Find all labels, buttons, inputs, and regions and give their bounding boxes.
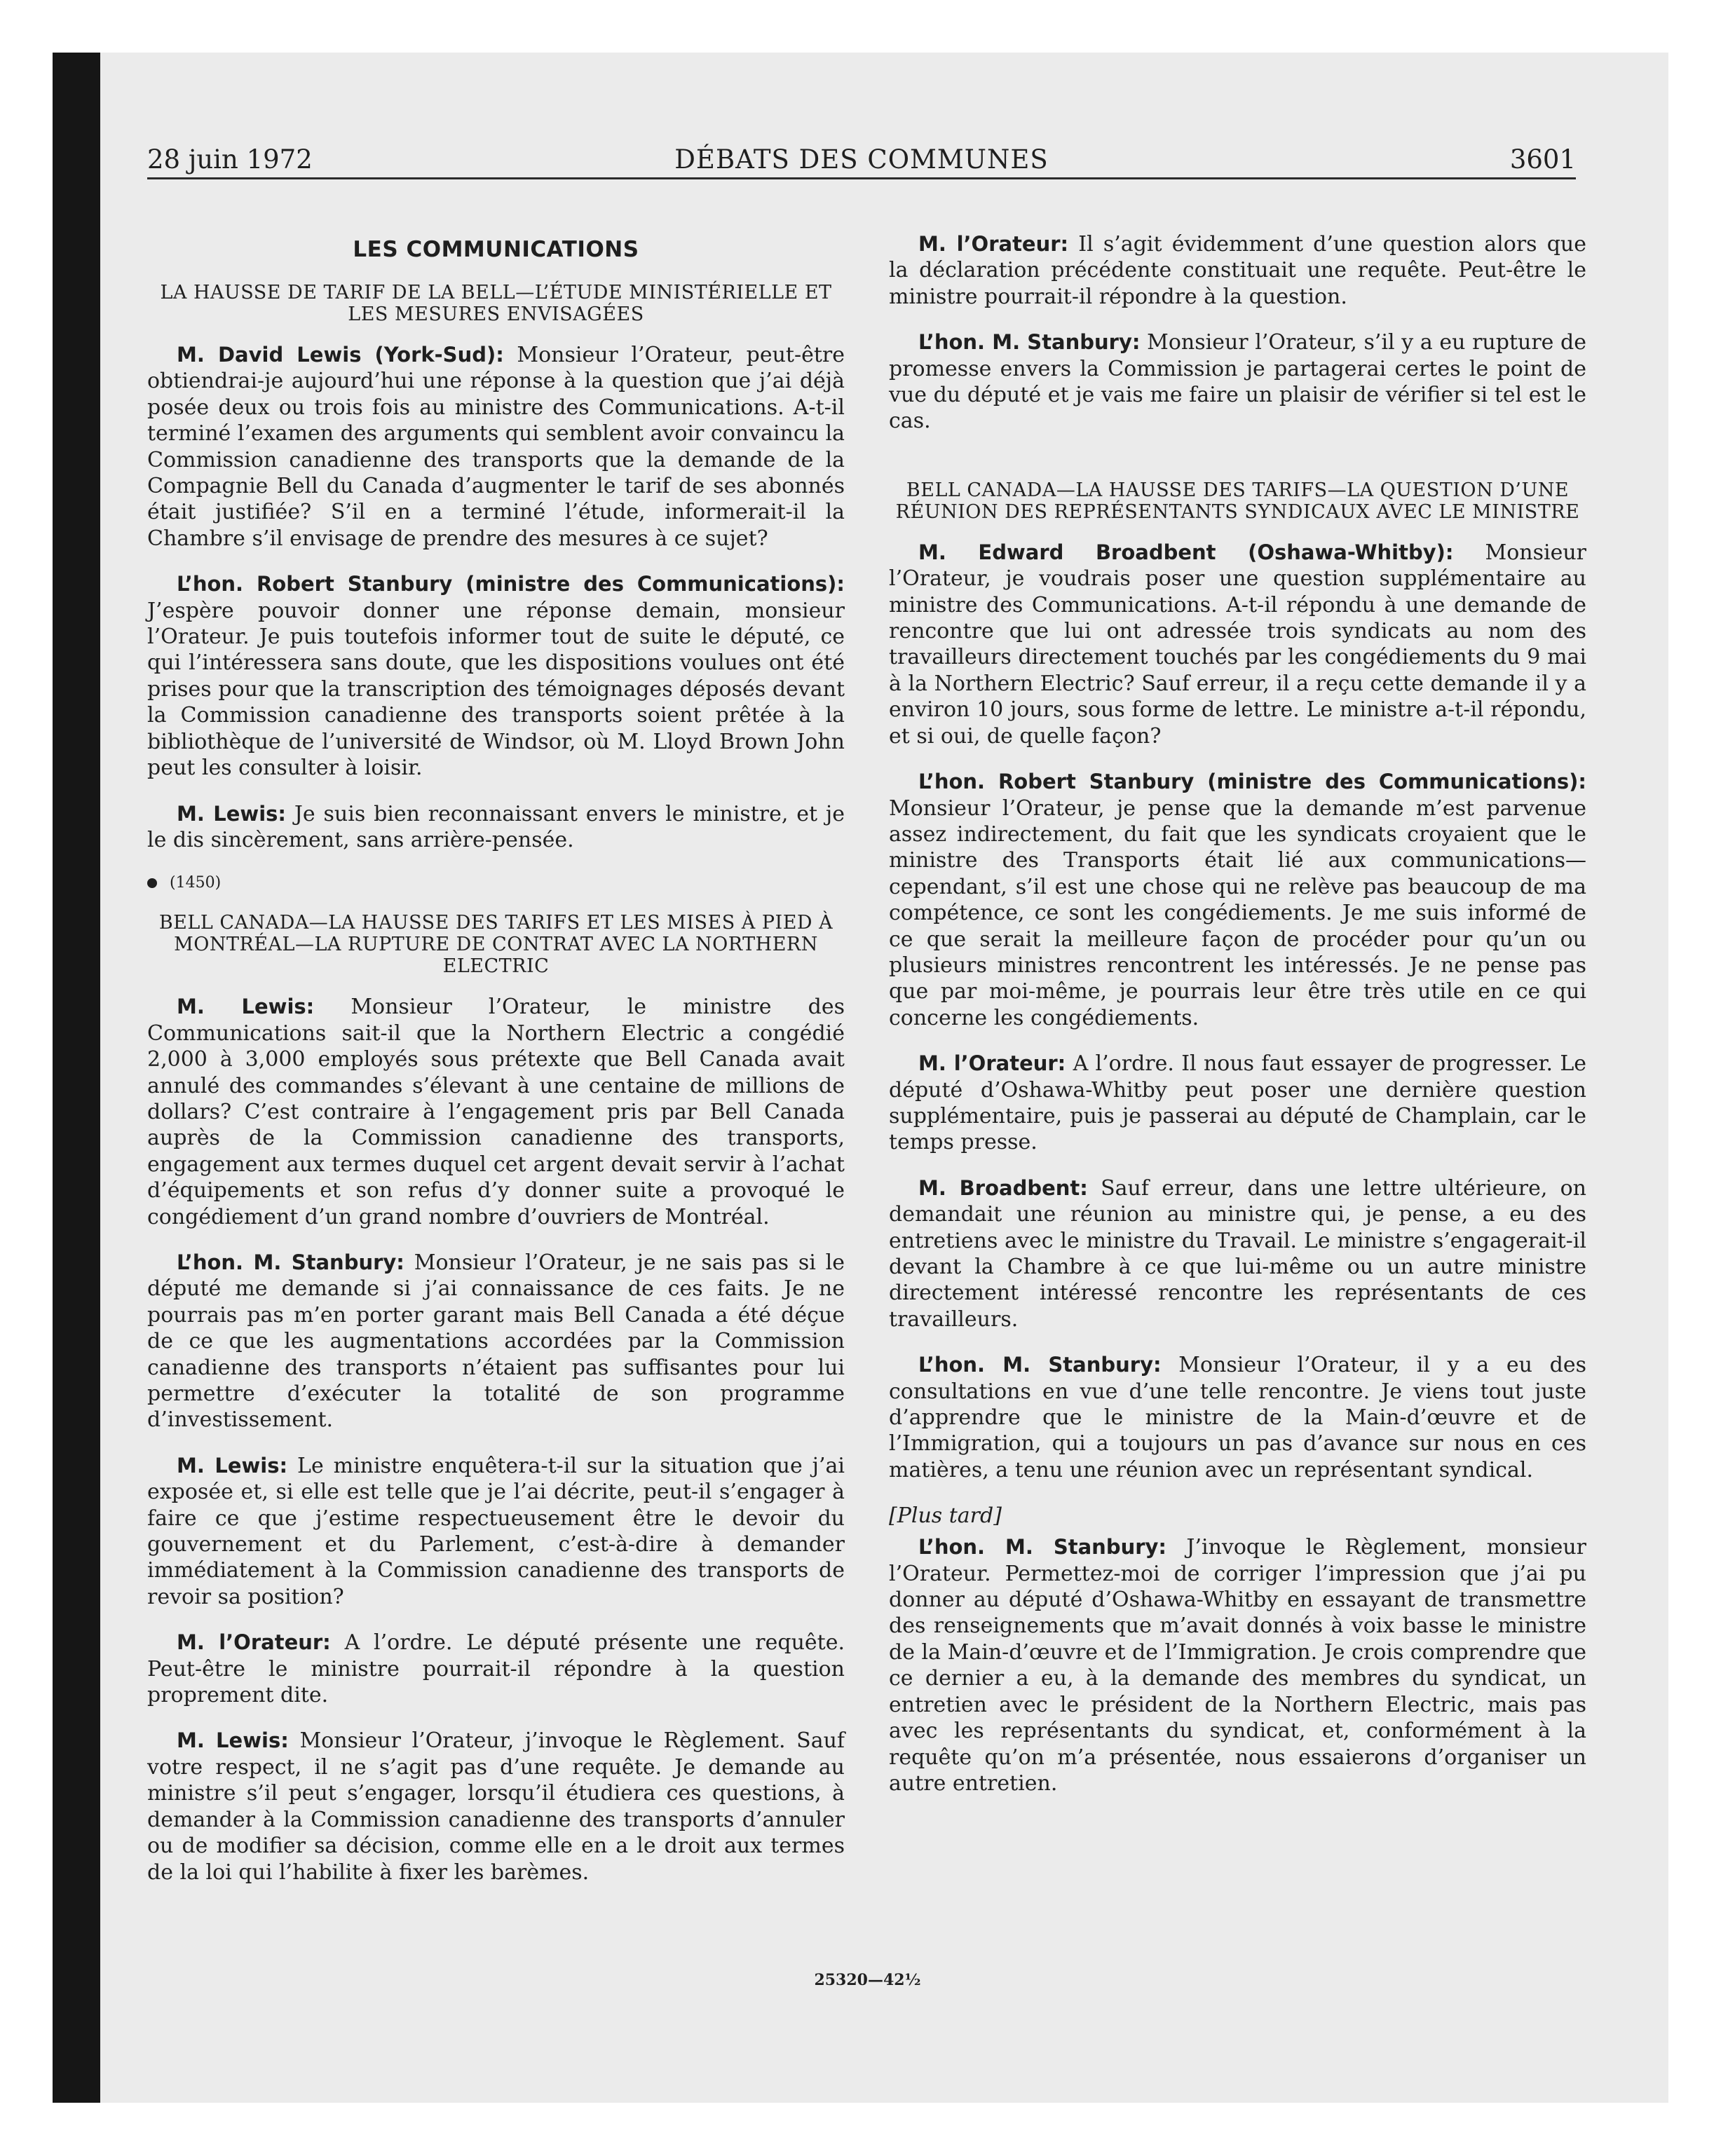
speech-paragraph	[889, 231, 1586, 310]
speech-paragraph	[147, 801, 845, 854]
speech-paragraph	[889, 1051, 1586, 1156]
speech-paragraph	[147, 1250, 845, 1433]
speech-text: Monsieur l’Orateur, je ne sais pas si le député me demande si j’ai connaissance de ces faits. Je ne pourrais pas m’en porter garant mais Bell Canada a été déçue de ce que les augmentations accordées par la Commission canadienne des transports n’étaient pas suffisantes pour lui permettre d’exécuter la totalité de son programme d’investissement.	[147, 1250, 845, 1433]
speech-text: Monsieur l’Orateur, s’il y a eu rupture de promesse envers la Commission je partagerai certes le point de vue du député et je vais me faire un plaisir de vérifier si tel est le cas.	[889, 330, 1586, 434]
speaker: M. l’Orateur:	[918, 1051, 1066, 1076]
speaker: L’hon. Robert Stanbury (ministre des Communications):	[177, 572, 845, 596]
speech-text: Il s’agit évidemment d’une question alors que la déclaration précédente constituait une requête. Peut-être le ministre pourrait-il répondre à la question.	[889, 232, 1587, 309]
bullet-icon	[147, 878, 157, 888]
speech-text: Monsieur l’Orateur, il y a eu des consultations en vue d’une telle rencontre. Je viens tout juste d’apprendre que le ministre de la Main-d’œuvre et de l’Immigration, qui a toujours un pas d’avance sur nous en ces matières, a tenu une réunion avec un représentant syndical.	[889, 1353, 1586, 1482]
speaker: M. David Lewis (York-Sud):	[177, 343, 504, 367]
speaker: L’hon. M. Stanbury:	[177, 1250, 404, 1274]
left-column	[147, 231, 845, 1905]
binding-edge	[53, 53, 100, 2103]
running-header	[147, 142, 1576, 179]
speech-paragraph	[147, 1728, 845, 1885]
speech-text: Monsieur l’Orateur, peut-être obtiendrai-je aujourd’hui une réponse à la question que j’ai déjà posée deux ou trois fois au ministre des Communications. A-t-il terminé l’examen des arguments qui semblent avoir convaincu la Commission canadienne des transports que la demande de la Compagnie Bell du Canada d’augmenter le tarif de ses abonnés était justifiée? S’il en a terminé l’étude, informerait-il la Chambre s’il envisage de prendre des mesures à ce sujet?	[147, 343, 845, 551]
page-number: 3601	[1509, 144, 1576, 175]
speech-paragraph	[889, 540, 1586, 749]
right-column	[889, 231, 1586, 1816]
speech-text: Le ministre enquêtera-t-il sur la situation que j’ai exposée et, si elle est telle que je l’ai décrite, peut-il s’engager à faire ce que j’estime respectueusement être le devoir du gouvernement et du Parlement, c’est-à-dire à demander immédiatement à la Commission canadienne des transports de revoir sa position?	[147, 1453, 845, 1609]
speech-paragraph	[147, 994, 845, 1230]
speaker: M. Lewis:	[177, 801, 287, 826]
speech-paragraph	[147, 1453, 845, 1610]
speech-paragraph	[147, 342, 845, 552]
subheading: BELL CANADA—LA HAUSSE DES TARIFS ET LES MISES À PIED À MONTRÉAL—LA RUPTURE DE CONTRAT AVEC LA NORTHERN ELECTRIC	[158, 912, 834, 978]
speaker: M. l’Orateur:	[918, 232, 1069, 256]
speech-text: Sauf erreur, dans une lettre ultérieure, on demandait une réunion au ministre qui, je pense, a eu des entretiens avec le ministre du Travail. Le ministre s’engagerait-il devant la Chambre à ce que lui-même ou un autre ministre directement intéressé rencontre les représentants de ces travailleurs.	[889, 1175, 1586, 1332]
header-date: 28 juin 1972	[147, 144, 313, 175]
speech-paragraph	[147, 571, 845, 781]
speech-text: Monsieur l’Orateur, je pense que la demande m’est parvenue assez indirectement, du fait que les syndicats croyaient que le ministre des Transports était lié aux communications—cependant, s’il est une chose qui ne relève pas beaucoup de ma compétence, ce sont les congédiements. Je me suis informé de ce que serait la meilleure façon de procéder pour qu’un ou plusieurs ministres rencontrent les intéressés. Je ne pense pas que par moi-même, je pourrais leur être très utile en ce qui concerne les congédiements.	[889, 796, 1586, 1030]
speaker: M. Broadbent:	[918, 1175, 1088, 1200]
time-text: (1450)	[170, 874, 222, 892]
speaker: M. Lewis:	[177, 1453, 288, 1478]
speech-text: Monsieur l’Orateur, j’invoque le Règlement. Sauf votre respect, il ne s’agit pas d’une requête. Je demande au ministre s’il peut s’engager, lorsqu’il étudiera ces questions, à demander à la Commission canadienne des transports d’annuler ou de modifier sa décision, comme elle en a le droit aux termes de la loi qui l’habilite à fixer les barèmes.	[147, 1728, 845, 1885]
speech-text: Monsieur l’Orateur, le ministre des Communications sait-il que la Northern Electric a congédié 2,000 à 3,000 employés sous prétexte que Bell Canada avait annulé des commandes s’élevant à une centaine de millions de dollars? C’est contraire à l’engagement pris par Bell Canada auprès de la Commission canadienne des transports, engagement aux termes duquel cet argent devait servir à l’achat d’équipements et son refus d’y donner suite a provoqué le congédiement d’un grand nombre d’ouvriers de Montréal.	[147, 995, 845, 1229]
speaker: L’hon. M. Stanbury:	[918, 330, 1141, 355]
speech-text: J’espère pouvoir donner une réponse demain, monsieur l’Orateur. Je puis toutefois informer tout de suite le député, ce qui l’intéressera sans doute, que les dispositions voulues ont été prises pour que la transcription des témoignages déposés devant la Commission canadienne des transports soient prêtée à la bibliothèque de l’université de Windsor, où M. Lloyd Brown John peut les consulter à loisir.	[147, 598, 845, 781]
speech-paragraph	[889, 769, 1586, 1031]
speech-paragraph	[889, 1175, 1586, 1332]
later-marker: [Plus tard]	[889, 1503, 1002, 1529]
speech-text: A l’ordre. Le député présente une requête. Peut-être le ministre pourrait-il répondre à la question proprement dite.	[147, 1630, 845, 1708]
speech-text: Monsieur l’Orateur, je voudrais poser une question supplémentaire au ministre des Communications. A-t-il répondu à une demande de rencontre que lui ont adressée trois syndicats au nom des travailleurs directement touchés par les congédiements du 9 mai à la Northern Electric? Sauf erreur, il a reçu cette demande il y a environ 10 jours, sous forme de lettre. Le ministre a-t-il répondu, et si oui, de quelle façon?	[889, 540, 1586, 749]
speaker: L’hon. M. Stanbury:	[918, 1353, 1162, 1377]
speech-text: J’invoque le Règlement, monsieur l’Orateur. Permettez-moi de corriger l’impression que j’ai pu donner au député d’Oshawa-Whitby en essayant de transmettre des renseignements que m’avait donnés à voix basse le ministre de la Main-d’œuvre et de l’Immigration. Je crois comprendre que ce dernier a eu, à la demande des membres du syndicat, un entretien avec le président de la Northern Electric, mais pas avec les représentants du syndicat, et, conformément à la requête qu’on m’a présentée, nous essaierons d’organiser un autre entretien.	[889, 1535, 1586, 1796]
header-title: DÉBATS DES COMMUNES	[674, 144, 1049, 175]
speech-paragraph	[889, 329, 1586, 435]
speech-text: Je suis bien reconnaissant envers le ministre, et je le dis sincèrement, sans arrière-pensée.	[147, 801, 845, 852]
subheading: BELL CANADA—LA HAUSSE DES TARIFS—LA QUESTION D’UNE RÉUNION DES REPRÉSENTANTS SYNDICAUX AVEC LE MINISTRE	[895, 479, 1580, 523]
speech-paragraph	[889, 1352, 1586, 1483]
speaker: M. Lewis:	[177, 1728, 289, 1753]
time-marker	[147, 873, 845, 894]
speaker: M. Edward Broadbent (Oshawa-Whitby):	[918, 540, 1454, 564]
speech-paragraph	[147, 1630, 845, 1708]
speech-paragraph	[889, 1534, 1586, 1796]
speaker: L’hon. M. Stanbury:	[918, 1535, 1167, 1560]
speaker: L’hon. Robert Stanbury (ministre des Communications):	[918, 770, 1586, 794]
section-title: LES COMMUNICATIONS	[353, 237, 639, 262]
page-footer-code: 25320—42½	[814, 1971, 921, 1989]
subheading: LA HAUSSE DE TARIF DE LA BELL—L’ÉTUDE MINISTÉRIELLE ET LES MESURES ENVISAGÉES	[160, 282, 832, 325]
speech-text: A l’ordre. Il nous faut essayer de progresser. Le député d’Oshawa-Whitby peut poser une dernière question supplémentaire, puis je passerai au député de Champlain, car le temps presse.	[889, 1051, 1586, 1155]
speaker: M. l’Orateur:	[177, 1630, 331, 1655]
speaker: M. Lewis:	[177, 995, 315, 1019]
